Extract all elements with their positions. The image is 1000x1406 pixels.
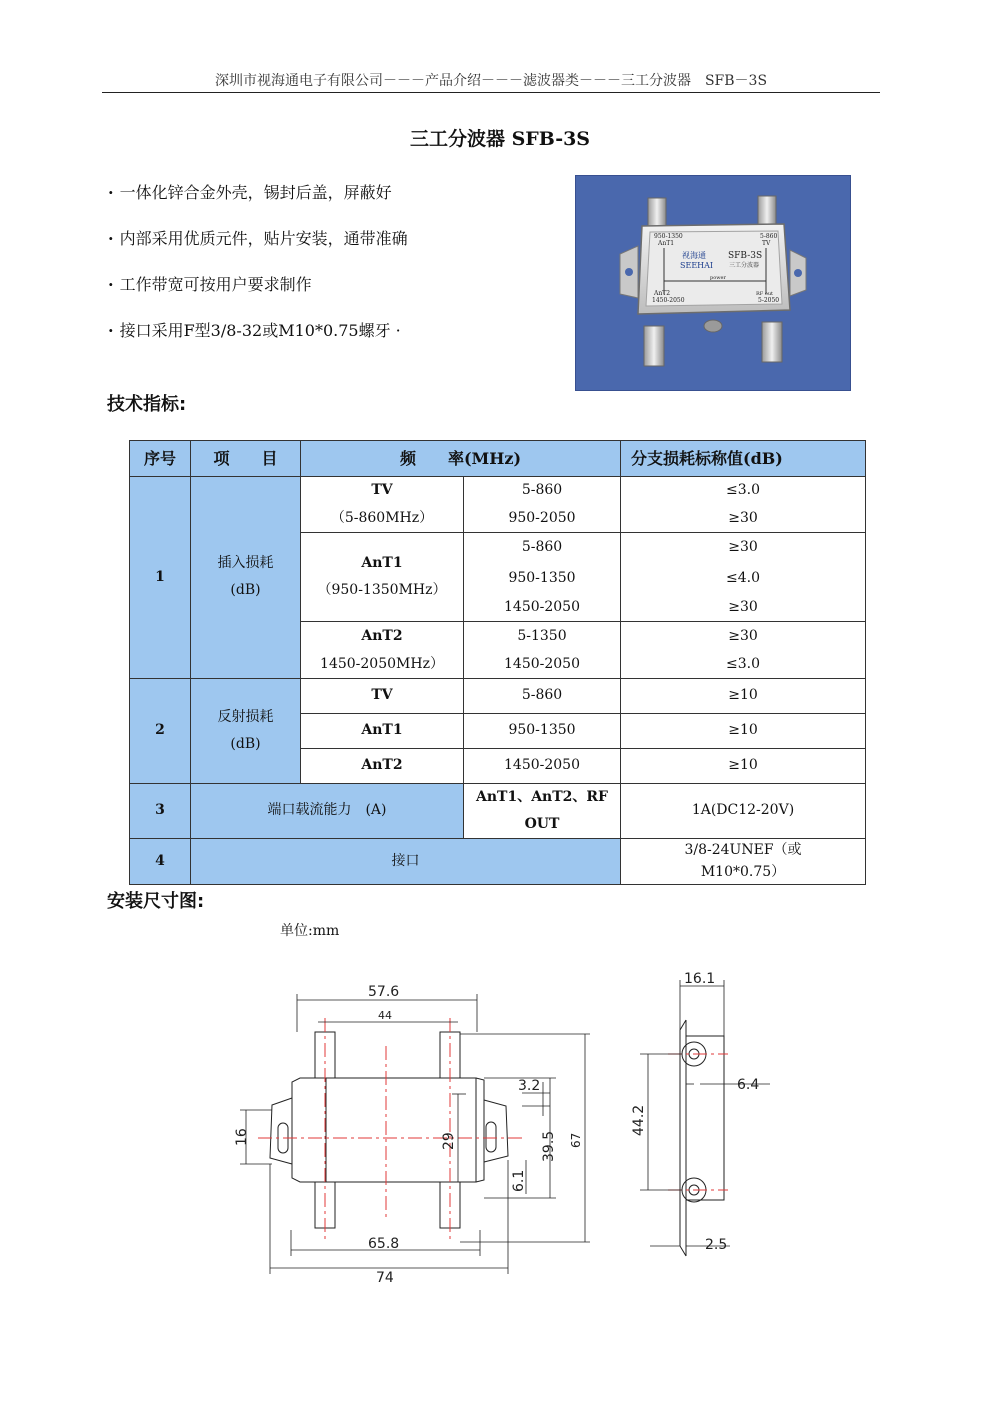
row2-item: [191, 678, 301, 783]
photo-subtitle: 三工分波器: [729, 262, 760, 269]
dim-6-4: 6.4: [737, 1077, 760, 1093]
row2-item-unit: (dB): [230, 735, 261, 752]
r1-ant1-val2: ≤4.0: [621, 563, 866, 594]
dim-57-6: 57.6: [368, 984, 400, 1000]
r2-value: ≥10: [621, 678, 866, 713]
dim-16-1: 16.1: [684, 971, 716, 987]
r1-ant1-freq2: 950-1350: [464, 563, 621, 594]
front-body: [326, 1078, 476, 1182]
dim-29: 29: [441, 1132, 457, 1150]
feature-list: [108, 180, 408, 364]
photo-tv-label: TV: [762, 240, 771, 247]
r2-port: TV: [301, 678, 464, 713]
photo-ant1-label: AnT1: [658, 240, 675, 247]
r1-ant1-range: （950-1350MHz）: [317, 582, 447, 598]
r1-tv-range: （5-860MHz）: [301, 505, 464, 533]
side-plate: [680, 1020, 686, 1256]
page-header: 深圳市视海通电子有限公司－－－产品介绍－－－滤波器类－－－三工分波器 SFB－3S: [214, 73, 768, 89]
col-header-no: 序号: [130, 441, 191, 477]
r2-value: ≥10: [621, 748, 866, 783]
r1-tv-val1: ≤3.0: [621, 477, 866, 505]
photo-model: SFB-3S: [728, 251, 763, 261]
row2-item-label: 反射损耗: [217, 708, 274, 725]
table-header-row: [130, 441, 866, 477]
header-divider: [102, 92, 880, 93]
row1-item-label: 插入损耗: [217, 555, 274, 572]
install-heading: 安装尺寸图:: [107, 891, 205, 912]
r1-ant2-freq1: 5-1350: [464, 622, 621, 651]
unit-label: 单位:mm: [280, 923, 340, 939]
r1-tv-name: TV: [301, 477, 464, 505]
r2-freq: 5-860: [464, 678, 621, 713]
row1-item: [191, 477, 301, 679]
dim-2-5: 2.5: [705, 1237, 728, 1253]
dim-67: 67: [569, 1132, 583, 1148]
r1-ant2-name: AnT2: [301, 622, 464, 651]
photo-rf-label: RF out: [756, 291, 774, 297]
feature-item: · 工作带宽可按用户要求制作: [108, 272, 408, 318]
r2-freq: 1450-2050: [464, 748, 621, 783]
r1-tv-freq2: 950-2050: [464, 505, 621, 533]
r2-freq: 950-1350: [464, 713, 621, 748]
dim-16: 16: [234, 1128, 250, 1146]
r2-port: AnT2: [301, 748, 464, 783]
right-slot: [486, 1122, 496, 1152]
col-header-freq: 频 率(MHz): [301, 441, 621, 477]
product-photo: [575, 175, 851, 391]
dimension-drawing: [0, 950, 1000, 1290]
spec-heading: 技术指标:: [107, 394, 187, 415]
photo-rf-freq: 5-2050: [758, 297, 780, 304]
photo-ant1-freq: 950-1350: [654, 233, 683, 240]
row4-value: [621, 838, 866, 884]
r1-ant1-name: AnT1: [361, 555, 403, 571]
r2-value: ≥10: [621, 713, 866, 748]
photo-power: power: [710, 275, 726, 281]
document-title: 三工分波器 SFB-3S: [409, 128, 591, 150]
r1-ant2-val2: ≤3.0: [621, 651, 866, 679]
r1-ant1-val1: ≥30: [621, 533, 866, 563]
r1-ant2-val1: ≥30: [621, 622, 866, 651]
left-ear: [270, 1098, 292, 1164]
row3-item: 端口载流能力 (A): [191, 783, 464, 838]
feature-item: · 接口采用F型3/8-32或M10*0.75螺牙 ·: [108, 318, 408, 364]
row4-value-line1: 3/8-24UNEF（或: [684, 842, 802, 858]
row2-no: 2: [130, 678, 191, 783]
r2-port: AnT1: [301, 713, 464, 748]
row4-no: 4: [130, 838, 191, 884]
dim-65-8: 65.8: [368, 1236, 400, 1252]
splitter-illustration: [576, 176, 850, 390]
dim-74: 74: [376, 1270, 394, 1286]
spec-table: [129, 440, 866, 885]
side-body: [686, 1036, 724, 1200]
row4-value-line2: M10*0.75）: [700, 864, 786, 880]
row4-item: 接口: [191, 838, 621, 884]
row1-no: 1: [130, 477, 191, 679]
dim-39-5: 39.5: [541, 1130, 557, 1162]
photo-ant2-label: AnT2: [654, 290, 671, 297]
feature-item: · 内部采用优质元件，贴片安装，通带准确: [108, 226, 408, 272]
r1-ant1-freq3: 1450-2050: [464, 594, 621, 622]
dim-3-2: 3.2: [518, 1078, 541, 1094]
r1-tv-val2: ≥30: [621, 505, 866, 533]
row3-no: 3: [130, 783, 191, 838]
photo-tv-freq: 5-860: [760, 233, 778, 240]
row3-ports: AnT1、AnT2、RF OUT: [464, 783, 621, 838]
r1-ant1-freq1: 5-860: [464, 533, 621, 563]
photo-brand-cn: 视海通: [682, 251, 706, 260]
r1-ant2-freq2: 1450-2050: [464, 651, 621, 679]
dim-44: 44: [378, 1009, 392, 1022]
col-header-item: 项 目: [191, 441, 301, 477]
feature-item: · 一体化锌合金外壳，锡封后盖，屏蔽好: [108, 180, 408, 226]
row1-item-unit: (dB): [230, 582, 261, 599]
front-body-right: [476, 1078, 484, 1182]
row3-value: 1A(DC12-20V): [621, 783, 866, 838]
dim-44-2: 44.2: [631, 1104, 647, 1136]
dim-6-1: 6.1: [511, 1169, 527, 1192]
photo-brand-en: SEEHAI: [680, 261, 714, 270]
col-header-value: 分支损耗标称值(dB): [621, 441, 866, 477]
r1-ant1-val3: ≥30: [621, 594, 866, 622]
r1-tv-freq1: 5-860: [464, 477, 621, 505]
r1-ant2-range: 1450-2050MHz）: [301, 651, 464, 679]
r1-ant1-cell: [301, 533, 464, 622]
photo-ant2-freq: 1450-2050: [652, 297, 685, 304]
front-body-left: [292, 1078, 326, 1182]
